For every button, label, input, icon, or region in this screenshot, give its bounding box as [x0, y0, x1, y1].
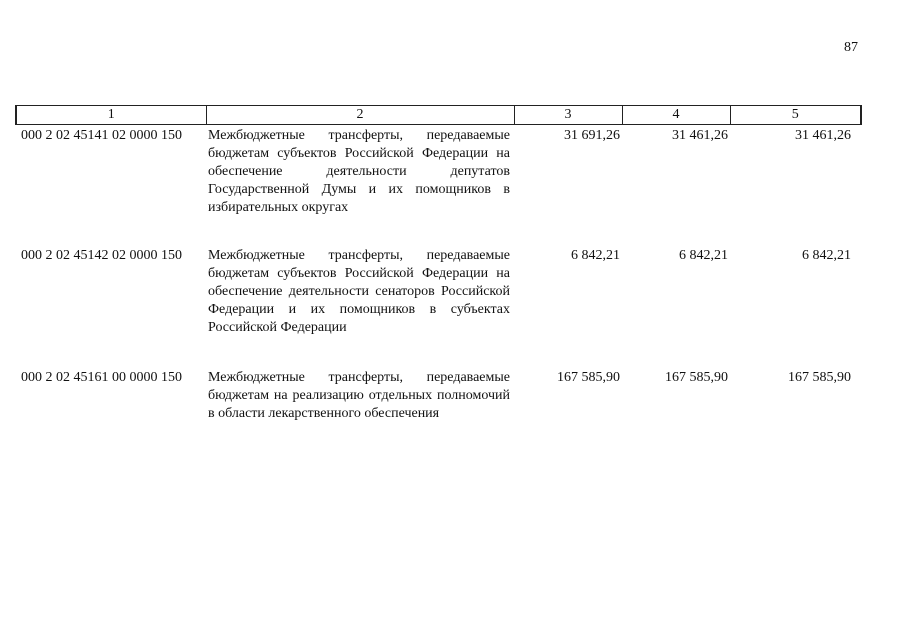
header-column-1: 1 [16, 106, 206, 125]
table-header [16, 106, 861, 125]
value-cell-col3: 167 585,90 [557, 370, 620, 385]
header-column-3: 3 [514, 106, 622, 125]
header-column-5: 5 [730, 106, 861, 125]
page-number: 87 [844, 40, 858, 55]
value-cell-col3: 31 691,26 [564, 128, 620, 143]
value-cell-col4: 31 461,26 [672, 128, 728, 143]
value-cell-col4: 6 842,21 [679, 248, 728, 263]
budget-table [15, 105, 862, 449]
table-row [16, 247, 861, 369]
description-cell: Межбюджетные трансферты, передаваемые бюджетам субъектов Российской Федерации на обеспечение деятельности депутатов Государственной Думы и их помощников в избирательных округах [208, 128, 510, 215]
budget-code-cell: 000 2 02 45141 02 0000 150 [21, 128, 182, 143]
table-body [16, 125, 861, 450]
table-row [16, 369, 861, 449]
value-cell-col4: 167 585,90 [665, 370, 728, 385]
value-cell-col5: 31 461,26 [795, 128, 851, 143]
description-cell: Межбюджетные трансферты, передаваемые бюджетам на реализацию отдельных полномочий в области лекарственного обеспечения [208, 370, 510, 421]
value-cell-col3: 6 842,21 [571, 248, 620, 263]
header-column-4: 4 [622, 106, 730, 125]
value-cell-col5: 6 842,21 [802, 248, 851, 263]
header-row [16, 106, 861, 125]
budget-code-cell: 000 2 02 45161 00 0000 150 [21, 370, 182, 385]
budget-code-cell: 000 2 02 45142 02 0000 150 [21, 248, 182, 263]
header-column-2: 2 [206, 106, 514, 125]
table-row [16, 125, 861, 248]
description-cell: Межбюджетные трансферты, передаваемые бюджетам субъектов Российской Федерации на обеспечение деятельности сенаторов Российской Федерации и их помощников в субъектах Российской Федерации [208, 248, 510, 335]
value-cell-col5: 167 585,90 [788, 370, 851, 385]
